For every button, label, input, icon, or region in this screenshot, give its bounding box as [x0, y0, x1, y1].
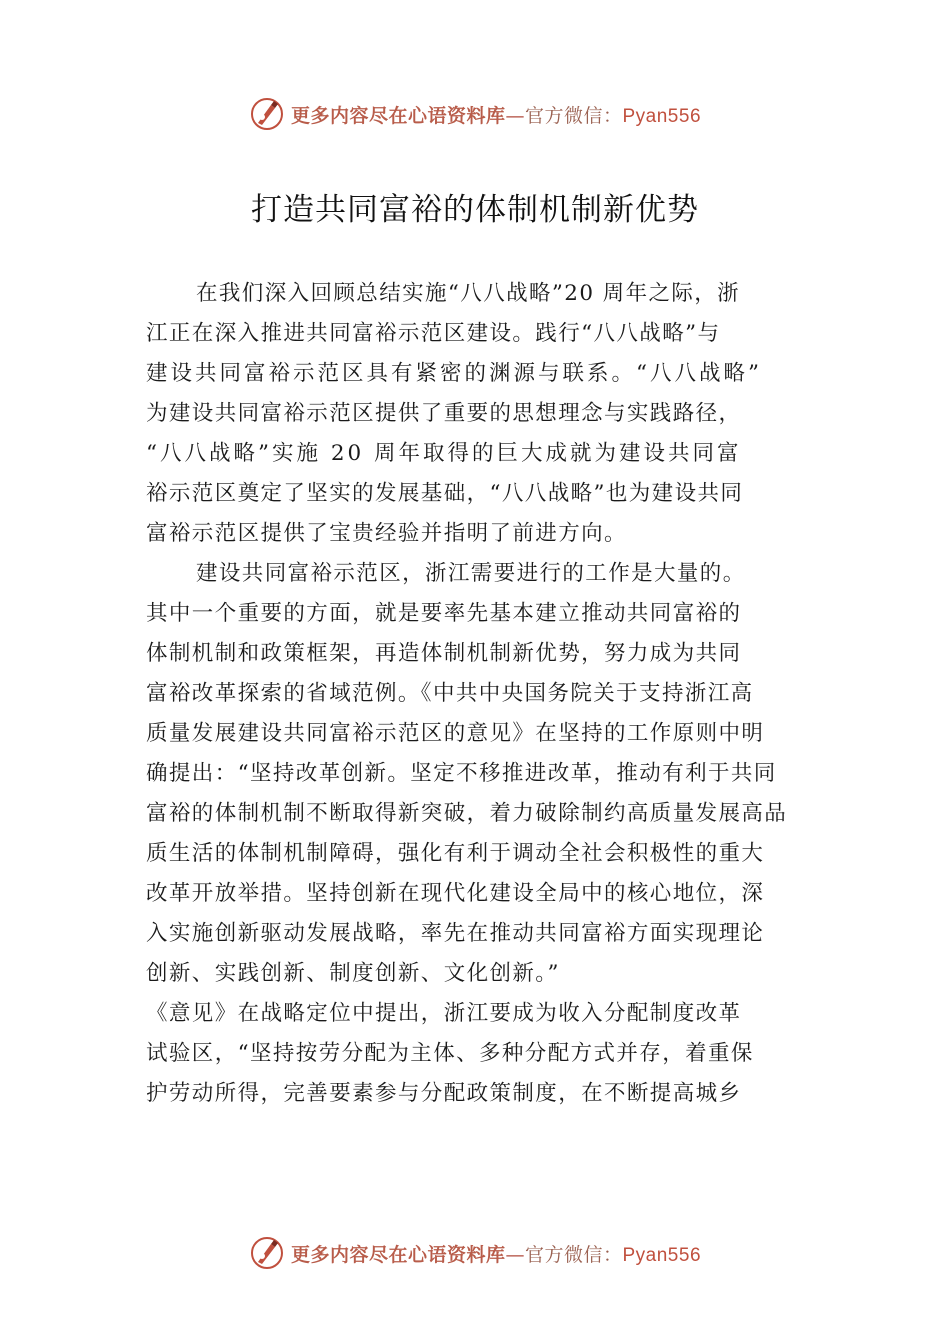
- document-body: [146, 274, 826, 1114]
- banner-text: [291, 1240, 701, 1267]
- body-line: 确提出：“坚持改革创新。坚定不移推进改革，推动有利于共同: [146, 761, 777, 786]
- body-line: 入实施创新驱动发展战略，率先在推动共同富裕方面实现理论: [146, 921, 765, 946]
- body-line: 富裕的体制机制不断取得新突破，着力破除制约高质量发展高品: [146, 801, 788, 826]
- body-line: “八八战略”实施 20 周年取得的巨大成就为建设共同富: [146, 441, 742, 466]
- body-line: 改革开放举措。坚持创新在现代化建设全局中的核心地位，深: [146, 881, 765, 906]
- body-line: 创新、实践创新、制度创新、文化创新。”: [146, 961, 560, 986]
- body-line: 护劳动所得，完善要素参与分配政策制度，在不断提高城乡: [146, 1081, 742, 1106]
- banner-wechat-id: Pyan556: [622, 105, 702, 127]
- footer-banner: [0, 1231, 950, 1275]
- banner-wechat-id: Pyan556: [622, 1244, 702, 1266]
- body-line: 试验区，“坚持按劳分配为主体、多种分配方式并存，着重保: [146, 1041, 754, 1066]
- body-line: 质生活的体制机制障碍，强化有利于调动全社会积极性的重大: [146, 841, 765, 866]
- header-banner: [0, 92, 950, 136]
- banner-text: [291, 101, 701, 128]
- pen-logo-icon: [249, 1235, 285, 1271]
- body-line: 在我们深入回顾总结实施“八八战略”20 周年之际，浙: [196, 281, 741, 306]
- body-line: 建设共同富裕示范区，浙江需要进行的工作是大量的。: [196, 561, 746, 586]
- banner-dash: —: [505, 104, 525, 127]
- banner-wechat-label: 官方微信：: [524, 104, 623, 127]
- body-line: 裕示范区奠定了坚实的发展基础，“八八战略”也为建设共同: [146, 481, 744, 506]
- banner-ad-text: 更多内容尽在心语资料库: [290, 1243, 506, 1266]
- banner-ad-text: 更多内容尽在心语资料库: [290, 104, 506, 127]
- body-line: 富裕示范区提供了宝贵经验并指明了前进方向。: [146, 521, 627, 546]
- pen-logo-icon: [249, 96, 285, 132]
- body-line: 建设共同富裕示范区具有紧密的渊源与联系。“八八战略”: [146, 361, 762, 386]
- body-line: 为建设共同富裕示范区提供了重要的思想理念与实践路径，: [146, 401, 742, 426]
- body-line: 体制机制和政策框架，再造体制机制新优势，努力成为共同: [146, 641, 742, 666]
- body-line: 《意见》在战略定位中提出，浙江要成为收入分配制度改革: [146, 1001, 742, 1026]
- banner-wechat-label: 官方微信：: [524, 1243, 623, 1266]
- document-title: 打造共同富裕的体制机制新优势: [251, 192, 699, 228]
- body-line: 江正在深入推进共同富裕示范区建设。践行“八八战略”与: [146, 321, 721, 346]
- body-line: 其中一个重要的方面，就是要率先基本建立推动共同富裕的: [146, 601, 742, 626]
- body-line: 富裕改革探索的省域范例。《中共中央国务院关于支持浙江高: [146, 681, 754, 706]
- banner-dash: —: [505, 1243, 525, 1266]
- body-line: 质量发展建设共同富裕示范区的意见》在坚持的工作原则中明: [146, 721, 765, 746]
